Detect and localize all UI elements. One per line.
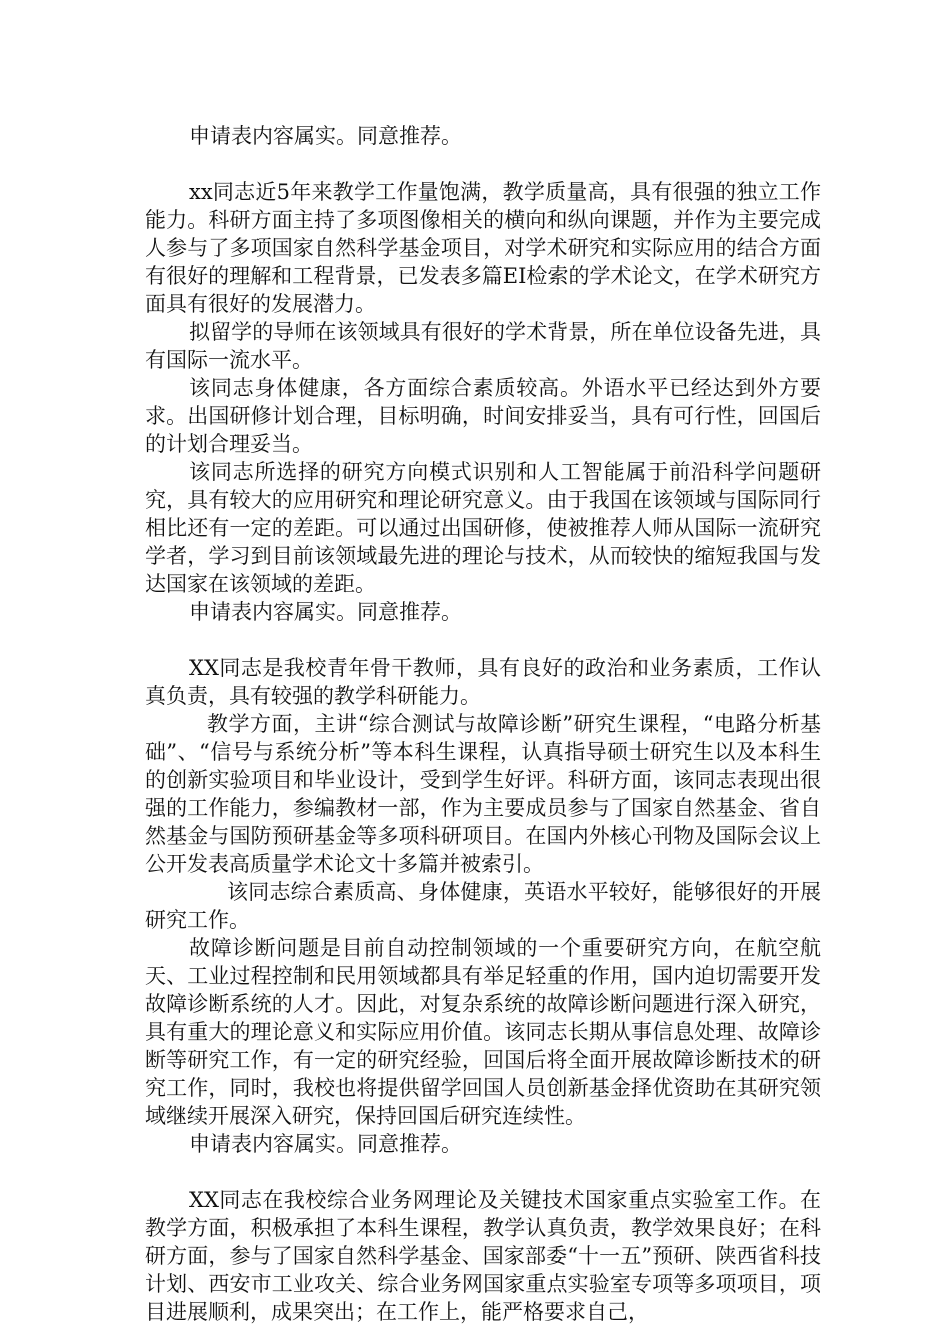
paragraph-candidate-2-quality: 该同志综合素质高、身体健康，英语水平较好，能够很好的开展研究工作。 — [145, 880, 821, 932]
paragraph-approval-2: 申请表内容属实。同意推荐。 — [189, 600, 462, 624]
paragraph-candidate-1-summary: xx同志近5年来教学工作量饱满，教学质量高，具有很强的独立工作能力。科研方面主持了多项图像相关的横向和纵向课题，并作为主要完成人参与了多项国家自然科学基金项目，对学术研究和实际应用的结合方面有很好的理解和工程背景，已发表多篇EI检索的学术论文，在学术研究方面具有很好的发展潜力。 — [145, 180, 821, 316]
paragraph-candidate-2-summary: XX同志是我校青年骨干教师，具有良好的政治和业务素质，工作认真负责，具有较强的教学科研能力。 — [145, 656, 821, 708]
paragraph-spacer — [145, 1158, 821, 1186]
paragraph-candidate-2-research: 故障诊断问题是目前自动控制领域的一个重要研究方向，在航空航天、工业过程控制和民用领域都具有举足轻重的作用，国内迫切需要开发故障诊断系统的人才。因此，对复杂系统的故障诊断问题进行深入研究，具有重大的理论意义和实际应用价值。该同志长期从事信息处理、故障诊断等研究工作，有一定的研究经验，回国后将全面开展故障诊断技术的研究工作，同时，我校也将提供留学回国人员创新基金择优资助在其研究领域继续开展深入研究，保持回国后研究连续性。 — [145, 936, 821, 1128]
paragraph-candidate-1-health: 该同志身体健康，各方面综合素质较高。外语水平已经达到外方要求。出国研修计划合理，目标明确，时间安排妥当，具有可行性，回国后的计划合理妥当。 — [145, 376, 821, 456]
paragraph-spacer — [145, 626, 821, 654]
paragraph-approval-3: 申请表内容属实。同意推荐。 — [189, 1132, 462, 1156]
paragraph-candidate-2-teaching: 教学方面，主讲“综合测试与故障诊断”研究生课程，“电路分析基础”、“信号与系统分析”等本科生课程，认真指导硕士研究生以及本科生的创新实验项目和毕业设计，受到学生好评。科研方面，该同志表现出很强的工作能力，参编教材一部，作为主要成员参与了国家自然基金、省自然基金与国防预研基金等多项科研项目。在国内外核心刊物及国际会议上公开发表高质量学术论文十多篇并被索引。 — [145, 712, 821, 876]
paragraph-approval-1: 申请表内容属实。同意推荐。 — [189, 124, 462, 148]
paragraph-spacer — [145, 150, 821, 178]
paragraph-candidate-1-advisor: 拟留学的导师在该领域具有很好的学术背景，所在单位设备先进，具有国际一流水平。 — [145, 320, 821, 372]
paragraph-candidate-3-summary: XX同志在我校综合业务网理论及关键技术国家重点实验室工作。在教学方面，积极承担了本科生课程，教学认真负责，教学效果良好；在科研方面，参与了国家自然科学基金、国家部委“十一五”预研、陕西省科技计划、西安市工业攻关、综合业务网国家重点实验室专项等多项项目，项目进展顺利，成果突出；在工作上，能严格要求自己， — [145, 1188, 821, 1324]
document-body — [145, 122, 821, 1326]
paragraph-candidate-1-research: 该同志所选择的研究方向模式识别和人工智能属于前沿科学问题研究，具有较大的应用研究和理论研究意义。由于我国在该领域与国际同行相比还有一定的差距。可以通过出国研修，使被推荐人师从国际一流研究学者，学习到目前该领域最先进的理论与技术，从而较快的缩短我国与发达国家在该领域的差距。 — [145, 460, 821, 596]
